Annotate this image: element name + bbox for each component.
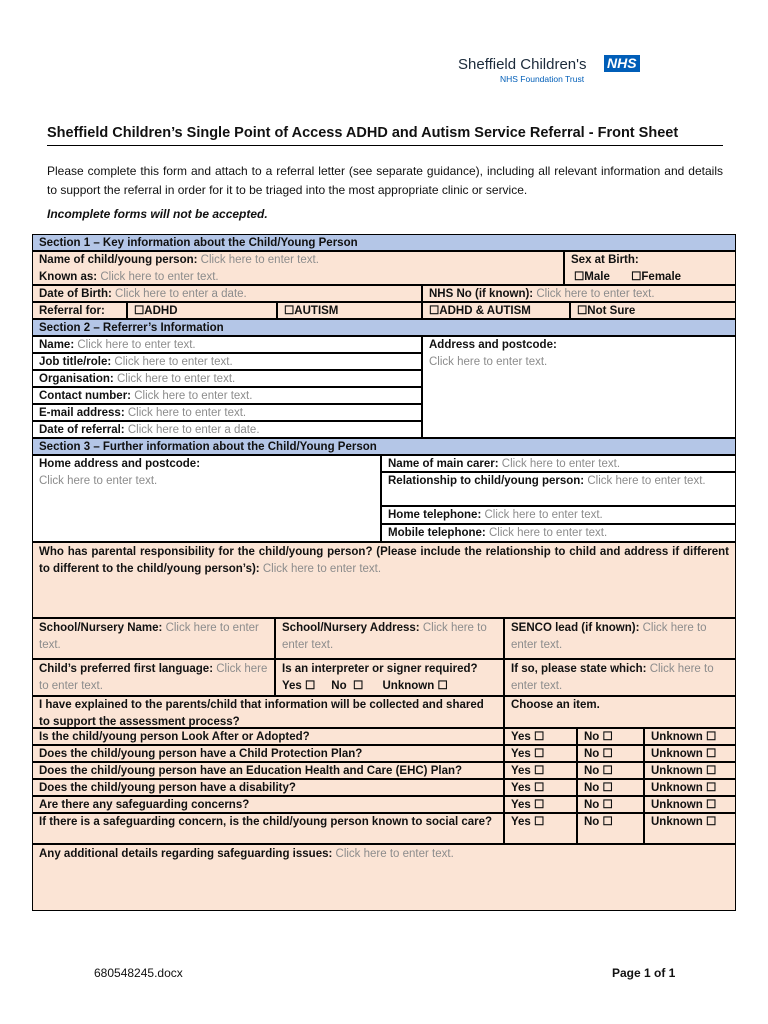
- organisation-field[interactable]: [32, 370, 422, 387]
- organisation-input[interactable]: Click here to enter text.: [116, 373, 236, 385]
- school-address-field[interactable]: [275, 618, 504, 659]
- question-1-unknown-checkbox[interactable]: Unknown ☐: [644, 728, 736, 745]
- known-as-label: Known as:: [39, 270, 98, 283]
- consent-dropdown[interactable]: Choose an item.: [504, 696, 736, 728]
- logo-org-name: Sheffield Children's: [458, 56, 587, 73]
- main-carer-input[interactable]: Click here to enter text.: [501, 458, 621, 470]
- question-1-text: Is the child/young person Look After or Adopted?: [32, 728, 504, 745]
- consent-question: I have explained to the parents/child that information will be collected and shared to support the assessment process?: [32, 696, 504, 728]
- main-carer-field[interactable]: [381, 455, 736, 472]
- warning-text: Incomplete forms will not be accepted.: [47, 207, 268, 221]
- email-input[interactable]: Click here to enter text.: [127, 407, 247, 419]
- parental-responsibility-input[interactable]: Click here to enter text.: [262, 562, 382, 575]
- interpreter-options[interactable]: Yes ☐ No ☐ Unknown ☐: [282, 679, 448, 692]
- home-telephone-input[interactable]: Click here to enter text.: [484, 509, 603, 521]
- school-name-input[interactable]: Click here to enter text.: [39, 622, 259, 651]
- child-name-field[interactable]: [32, 251, 564, 285]
- question-2-text: Does the child/young person have a Child Protection Plan?: [32, 745, 504, 762]
- senco-lead-label: SENCO lead (if known):: [511, 622, 640, 634]
- interpreter-field: [275, 659, 504, 696]
- dob-field[interactable]: [32, 285, 422, 302]
- referral-date-field[interactable]: [32, 421, 422, 438]
- mobile-telephone-input[interactable]: Click here to enter text.: [488, 527, 608, 539]
- intro-text: Please complete this form and attach to a referral letter (see separate guidance), including all relevant information and details to support the referral in order for it to be triaged into the most appropriate clinic or service.: [47, 164, 723, 197]
- dob-label: Date of Birth:: [39, 288, 112, 300]
- question-2-no-checkbox[interactable]: No ☐: [577, 745, 644, 762]
- interpreter-which-input[interactable]: Click here to enter text.: [511, 663, 714, 692]
- referrer-name-field[interactable]: [32, 336, 422, 353]
- footer-page-number: Page 1 of 1: [612, 966, 676, 980]
- interpreter-which-field[interactable]: [504, 659, 736, 696]
- nhs-badge: NHS: [604, 55, 640, 72]
- referrer-name-label: Name:: [39, 339, 75, 351]
- logo-trust-name: NHS Foundation Trust: [500, 74, 585, 84]
- main-carer-label: Name of main carer:: [388, 458, 499, 470]
- job-title-label: Job title/role:: [39, 356, 112, 368]
- referral-autism-checkbox[interactable]: ☐AUTISM: [277, 302, 422, 319]
- nhs-number-field[interactable]: [422, 285, 736, 302]
- referral-date-input[interactable]: Click here to enter a date.: [127, 424, 260, 436]
- school-name-field[interactable]: [32, 618, 275, 659]
- question-6-yes-checkbox[interactable]: Yes ☐: [504, 813, 577, 844]
- question-6-unknown-checkbox[interactable]: Unknown ☐: [644, 813, 736, 844]
- home-address-field[interactable]: [32, 455, 381, 542]
- question-6-no-checkbox[interactable]: No ☐: [577, 813, 644, 844]
- first-language-field[interactable]: [32, 659, 275, 696]
- footer-filename: 680548245.docx: [94, 966, 183, 980]
- additional-details-label: Any additional details regarding safeguarding issues:: [39, 848, 333, 860]
- referral-adhd-checkbox[interactable]: ☐ADHD: [127, 302, 277, 319]
- sex-label: Sex at Birth:: [571, 254, 639, 266]
- relationship-field[interactable]: [381, 472, 736, 506]
- referral-for-label: Referral for:: [32, 302, 127, 319]
- question-3-no-checkbox[interactable]: No ☐: [577, 762, 644, 779]
- organisation-label: Organisation:: [39, 373, 114, 385]
- question-3-yes-checkbox[interactable]: Yes ☐: [504, 762, 577, 779]
- school-address-input[interactable]: Click here to enter text.: [282, 622, 487, 651]
- known-as-input[interactable]: Click here to enter text.: [100, 270, 219, 283]
- nhs-number-label: NHS No (if known):: [429, 288, 534, 300]
- nhs-trust-logo: [458, 54, 658, 88]
- referrer-address-input[interactable]: Click here to enter text.: [429, 355, 548, 368]
- question-5-text: Are there any safeguarding concerns?: [32, 796, 504, 813]
- relationship-input[interactable]: Click here to enter text.: [587, 475, 706, 487]
- question-5-no-checkbox[interactable]: No ☐: [577, 796, 644, 813]
- referrer-name-input[interactable]: Click here to enter text.: [77, 339, 196, 351]
- question-2-unknown-checkbox[interactable]: Unknown ☐: [644, 745, 736, 762]
- question-6-text: If there is a safeguarding concern, is the child/young person known to social care?: [32, 813, 504, 844]
- interpreter-which-label: If so, please state which:: [511, 663, 647, 675]
- home-telephone-label: Home telephone:: [388, 509, 482, 521]
- job-title-field[interactable]: [32, 353, 422, 370]
- referral-form: [32, 234, 736, 911]
- section2-heading: Section 2 – Referrer’s Information: [32, 319, 736, 336]
- referral-both-checkbox[interactable]: ☐ADHD & AUTISM: [422, 302, 570, 319]
- email-field[interactable]: [32, 404, 422, 421]
- contact-number-label: Contact number:: [39, 390, 131, 402]
- question-2-yes-checkbox[interactable]: Yes ☐: [504, 745, 577, 762]
- senco-lead-input[interactable]: Click here to enter text.: [511, 622, 707, 651]
- senco-lead-field[interactable]: [504, 618, 736, 659]
- dob-input[interactable]: Click here to enter a date.: [115, 288, 247, 300]
- mobile-telephone-label: Mobile telephone:: [388, 527, 486, 539]
- child-name-input[interactable]: Click here to enter text.: [200, 254, 319, 266]
- referrer-address-field[interactable]: [422, 336, 736, 438]
- parental-responsibility-field[interactable]: [32, 542, 736, 618]
- question-3-text: Does the child/young person have an Education Health and Care (EHC) Plan?: [32, 762, 504, 779]
- question-1-yes-checkbox[interactable]: Yes ☐: [504, 728, 577, 745]
- female-checkbox[interactable]: ☐Female: [631, 270, 682, 283]
- section3-heading: Section 3 – Further information about the Child/Young Person: [32, 438, 736, 455]
- parental-responsibility-question: Who has parental responsibility for the child/young person? (Please include the relationship to child and address if different to different to the child/young person’s):: [39, 546, 729, 575]
- additional-details-field[interactable]: [32, 844, 736, 911]
- question-3-unknown-checkbox[interactable]: Unknown ☐: [644, 762, 736, 779]
- referral-date-label: Date of referral:: [39, 424, 125, 436]
- home-telephone-field[interactable]: [381, 506, 736, 524]
- question-1-no-checkbox[interactable]: No ☐: [577, 728, 644, 745]
- question-4-text: Does the child/young person have a disability?: [32, 779, 504, 796]
- school-name-label: School/Nursery Name:: [39, 622, 163, 634]
- school-address-label: School/Nursery Address:: [282, 622, 420, 634]
- first-language-label: Child’s preferred first language:: [39, 663, 214, 675]
- referral-notsure-checkbox[interactable]: ☐Not Sure: [570, 302, 736, 319]
- contact-number-input[interactable]: Click here to enter text.: [134, 390, 253, 402]
- job-title-input[interactable]: Click here to enter text.: [114, 356, 233, 368]
- page-title: Sheffield Children’s Single Point of Access ADHD and Autism Service Referral - Front Sheet: [47, 125, 723, 146]
- question-4-yes-checkbox[interactable]: Yes ☐: [504, 779, 577, 796]
- relationship-label: Relationship to child/young person:: [388, 475, 585, 487]
- question-5-unknown-checkbox[interactable]: Unknown ☐: [644, 796, 736, 813]
- question-5-yes-checkbox[interactable]: Yes ☐: [504, 796, 577, 813]
- question-4-no-checkbox[interactable]: No ☐: [577, 779, 644, 796]
- additional-details-input[interactable]: Click here to enter text.: [335, 848, 454, 860]
- referrer-address-label: Address and postcode:: [429, 339, 557, 351]
- first-language-input[interactable]: Click here to enter text.: [39, 663, 268, 692]
- home-address-input[interactable]: Click here to enter text.: [39, 474, 158, 487]
- question-4-unknown-checkbox[interactable]: Unknown ☐: [644, 779, 736, 796]
- mobile-telephone-field[interactable]: [381, 524, 736, 542]
- email-label: E-mail address:: [39, 407, 125, 419]
- child-name-label: Name of child/young person:: [39, 254, 198, 266]
- home-address-label: Home address and postcode:: [39, 458, 201, 470]
- nhs-number-input[interactable]: Click here to enter text.: [536, 288, 655, 300]
- section1-heading: Section 1 – Key information about the Child/Young Person: [32, 234, 736, 251]
- sex-at-birth-field: [564, 251, 736, 285]
- male-checkbox[interactable]: ☐Male: [574, 270, 610, 283]
- contact-number-field[interactable]: [32, 387, 422, 404]
- interpreter-question: Is an interpreter or signer required?: [282, 663, 478, 675]
